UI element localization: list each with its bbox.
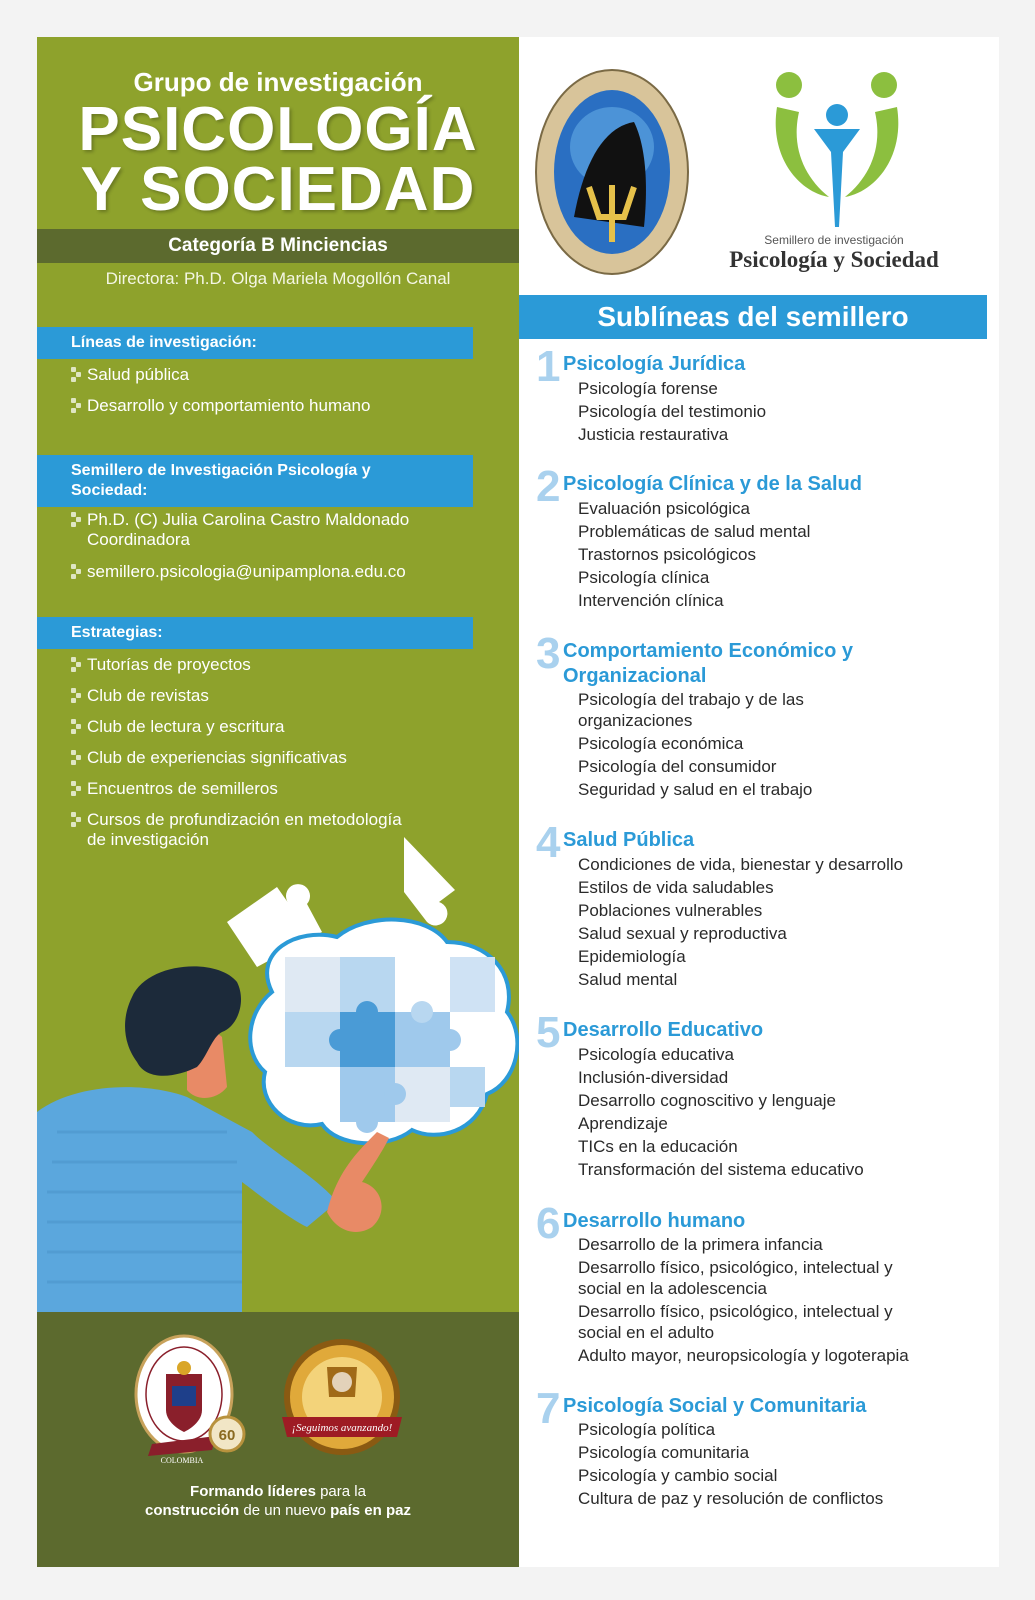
- sub-item: social en la adolescencia: [578, 1279, 768, 1298]
- psicologia-seal-logo: [534, 67, 694, 277]
- sub-item: Desarrollo cognoscitivo y lenguaje: [578, 1091, 836, 1110]
- semillero-logo-line-1: Semillero de investigación: [764, 233, 904, 247]
- poster: [37, 37, 999, 1567]
- sublineas-heading: Sublíneas del semillero: [519, 295, 987, 339]
- unipamplona-seal-logo: [132, 1332, 252, 1467]
- sub-item: Desarrollo físico, psicológico, intelectual y: [578, 1258, 893, 1277]
- acreditacion-ribbon-text: ¡Seguimos avanzando!: [291, 1422, 393, 1434]
- puzzle-bullet-icon: [71, 657, 83, 673]
- semillero-heading-line-1: Semillero de Investigación Psicología y: [71, 462, 371, 479]
- sub-item: Psicología del consumidor: [578, 757, 777, 776]
- title-line-2: Y SOCIEDAD: [80, 155, 476, 224]
- sub-item: Salud sexual y reproductiva: [578, 924, 787, 943]
- section-number: 4: [536, 818, 561, 867]
- section-number: 5: [536, 1008, 561, 1057]
- list-item-text: Encuentros de semilleros: [87, 779, 278, 798]
- slogan-bold: país en paz: [330, 1502, 411, 1519]
- section-number: 7: [536, 1384, 561, 1433]
- sub-item: Psicología del testimonio: [578, 402, 767, 421]
- section-number: 1: [536, 342, 561, 391]
- email-item: [71, 562, 481, 582]
- puzzle-bullet-icon: [71, 367, 83, 383]
- sub-item: Epidemiología: [578, 947, 686, 966]
- semillero-logo-line-2: Psicología y Sociedad: [729, 247, 939, 272]
- left-panel: [37, 37, 519, 1567]
- section-title: Organizacional: [563, 665, 707, 687]
- section-title: Desarrollo Educativo: [563, 1019, 764, 1041]
- country-label: COLOMBIA: [160, 1456, 204, 1465]
- semillero-heading: [37, 455, 473, 507]
- section-title: Psicología Jurídica: [563, 353, 746, 375]
- section-title: Psicología Clínica y de la Salud: [563, 473, 862, 495]
- section-title: Salud Pública: [563, 829, 695, 851]
- coordinator-item: [71, 510, 481, 550]
- sub-item: Intervención clínica: [578, 591, 724, 610]
- section-number: 2: [536, 462, 561, 511]
- list-item: [71, 779, 481, 799]
- sub-item: Salud mental: [578, 970, 678, 989]
- list-item: [71, 655, 481, 675]
- sub-item: Poblaciones vulnerables: [578, 901, 763, 920]
- sub-item: Psicología económica: [578, 734, 744, 753]
- semillero-logo-caption: [714, 233, 954, 273]
- semillero-people-logo: [759, 67, 919, 232]
- sub-item: Adulto mayor, neuropsicología y logoterapia: [578, 1346, 909, 1365]
- pointing-hand: [327, 1132, 389, 1232]
- sub-item: Seguridad y salud en el trabajo: [578, 780, 813, 799]
- sub-item: Desarrollo físico, psicológico, intelectual y: [578, 1302, 893, 1321]
- sub-item: Evaluación psicológica: [578, 499, 750, 518]
- section-title: Psicología Social y Comunitaria: [563, 1395, 867, 1417]
- years-badge: 60: [218, 1427, 236, 1444]
- puzzle-bullet-icon: [71, 512, 83, 528]
- list-item-text: de investigación: [87, 830, 209, 849]
- sub-item: Psicología educativa: [578, 1045, 734, 1064]
- lineas-heading: Líneas de investigación:: [37, 327, 473, 359]
- coordinator-name: Ph.D. (C) Julia Carolina Castro Maldonado: [87, 510, 410, 529]
- sub-item: Psicología comunitaria: [578, 1443, 750, 1462]
- email-link[interactable]: semillero.psicologia@unipamplona.edu.co: [87, 562, 406, 581]
- puzzle-bullet-icon: [71, 719, 83, 735]
- puzzle-bullet-icon: [71, 398, 83, 414]
- section-title: Comportamiento Económico y: [563, 640, 854, 662]
- puzzle-bullet-icon: [71, 781, 83, 797]
- list-item: [71, 365, 481, 385]
- sub-item: Justicia restaurativa: [578, 425, 729, 444]
- slogan-text: de un nuevo: [239, 1502, 331, 1519]
- list-item-text: Cursos de profundización en metodología: [87, 810, 402, 829]
- sub-item: Desarrollo de la primera infancia: [578, 1235, 823, 1254]
- sub-item: Problemáticas de salud mental: [578, 522, 811, 541]
- section-title: Desarrollo humano: [563, 1210, 746, 1232]
- slogan-text: para la: [315, 1483, 366, 1500]
- list-item-text: Club de lectura y escritura: [87, 717, 285, 736]
- right-panel: [519, 37, 999, 1567]
- list-item-text: Club de experiencias significativas: [87, 748, 347, 767]
- sub-item: Trastornos psicológicos: [578, 545, 756, 564]
- slogan-bold: Formando líderes: [190, 1483, 316, 1500]
- list-item: [71, 686, 481, 706]
- section-number: 3: [536, 629, 561, 678]
- puzzle-bullet-icon: [71, 688, 83, 704]
- semillero-heading-line-2: Sociedad:: [71, 482, 148, 499]
- sub-item: organizaciones: [578, 711, 693, 730]
- sub-item: Cultura de paz y resolución de conflictos: [578, 1489, 884, 1508]
- puzzle-bullet-icon: [71, 812, 83, 828]
- slogan: [37, 1482, 519, 1520]
- sub-item: Estilos de vida saludables: [578, 878, 774, 897]
- list-item-text: Club de revistas: [87, 686, 209, 705]
- sub-item: Psicología clínica: [578, 568, 710, 587]
- slogan-bold: construcción: [145, 1502, 240, 1519]
- sub-item: Psicología y cambio social: [578, 1466, 778, 1485]
- puzzle-piece-icon: [404, 837, 455, 925]
- puzzle-bullet-icon: [71, 564, 83, 580]
- acreditacion-seal-logo: [277, 1337, 412, 1467]
- sub-item: TICs en la educación: [578, 1137, 738, 1156]
- list-item-text: Tutorías de proyectos: [87, 655, 251, 674]
- list-item-text: Desarrollo y comportamiento humano: [87, 396, 371, 415]
- pre-title: Grupo de investigación: [133, 67, 423, 97]
- sub-item: Psicología del trabajo y de las: [578, 690, 804, 709]
- list-item: [71, 396, 481, 416]
- list-item: [71, 717, 481, 737]
- coordinator-role: Coordinadora: [87, 530, 191, 549]
- section-number: 6: [536, 1199, 561, 1248]
- sub-item: Condiciones de vida, bienestar y desarrollo: [578, 855, 904, 874]
- sub-item: Psicología forense: [578, 379, 718, 398]
- sub-item: Aprendizaje: [578, 1114, 668, 1133]
- director-text: Directora: Ph.D. Olga Mariela Mogollón Canal: [105, 269, 451, 288]
- puzzle-bullet-icon: [71, 750, 83, 766]
- sub-item: Transformación del sistema educativo: [578, 1160, 864, 1179]
- sub-item: Psicología política: [578, 1420, 716, 1439]
- title-line-1: PSICOLOGÍA: [78, 95, 478, 164]
- list-item-text: Salud pública: [87, 365, 190, 384]
- list-item: [71, 748, 481, 768]
- sub-item: social en el adulto: [578, 1323, 715, 1342]
- sub-item: Inclusión-diversidad: [578, 1068, 729, 1087]
- person-brain-puzzle-illustration: [37, 832, 519, 1317]
- estrategias-heading: Estrategias:: [37, 617, 473, 649]
- category-band: Categoría B Minciencias: [37, 229, 519, 263]
